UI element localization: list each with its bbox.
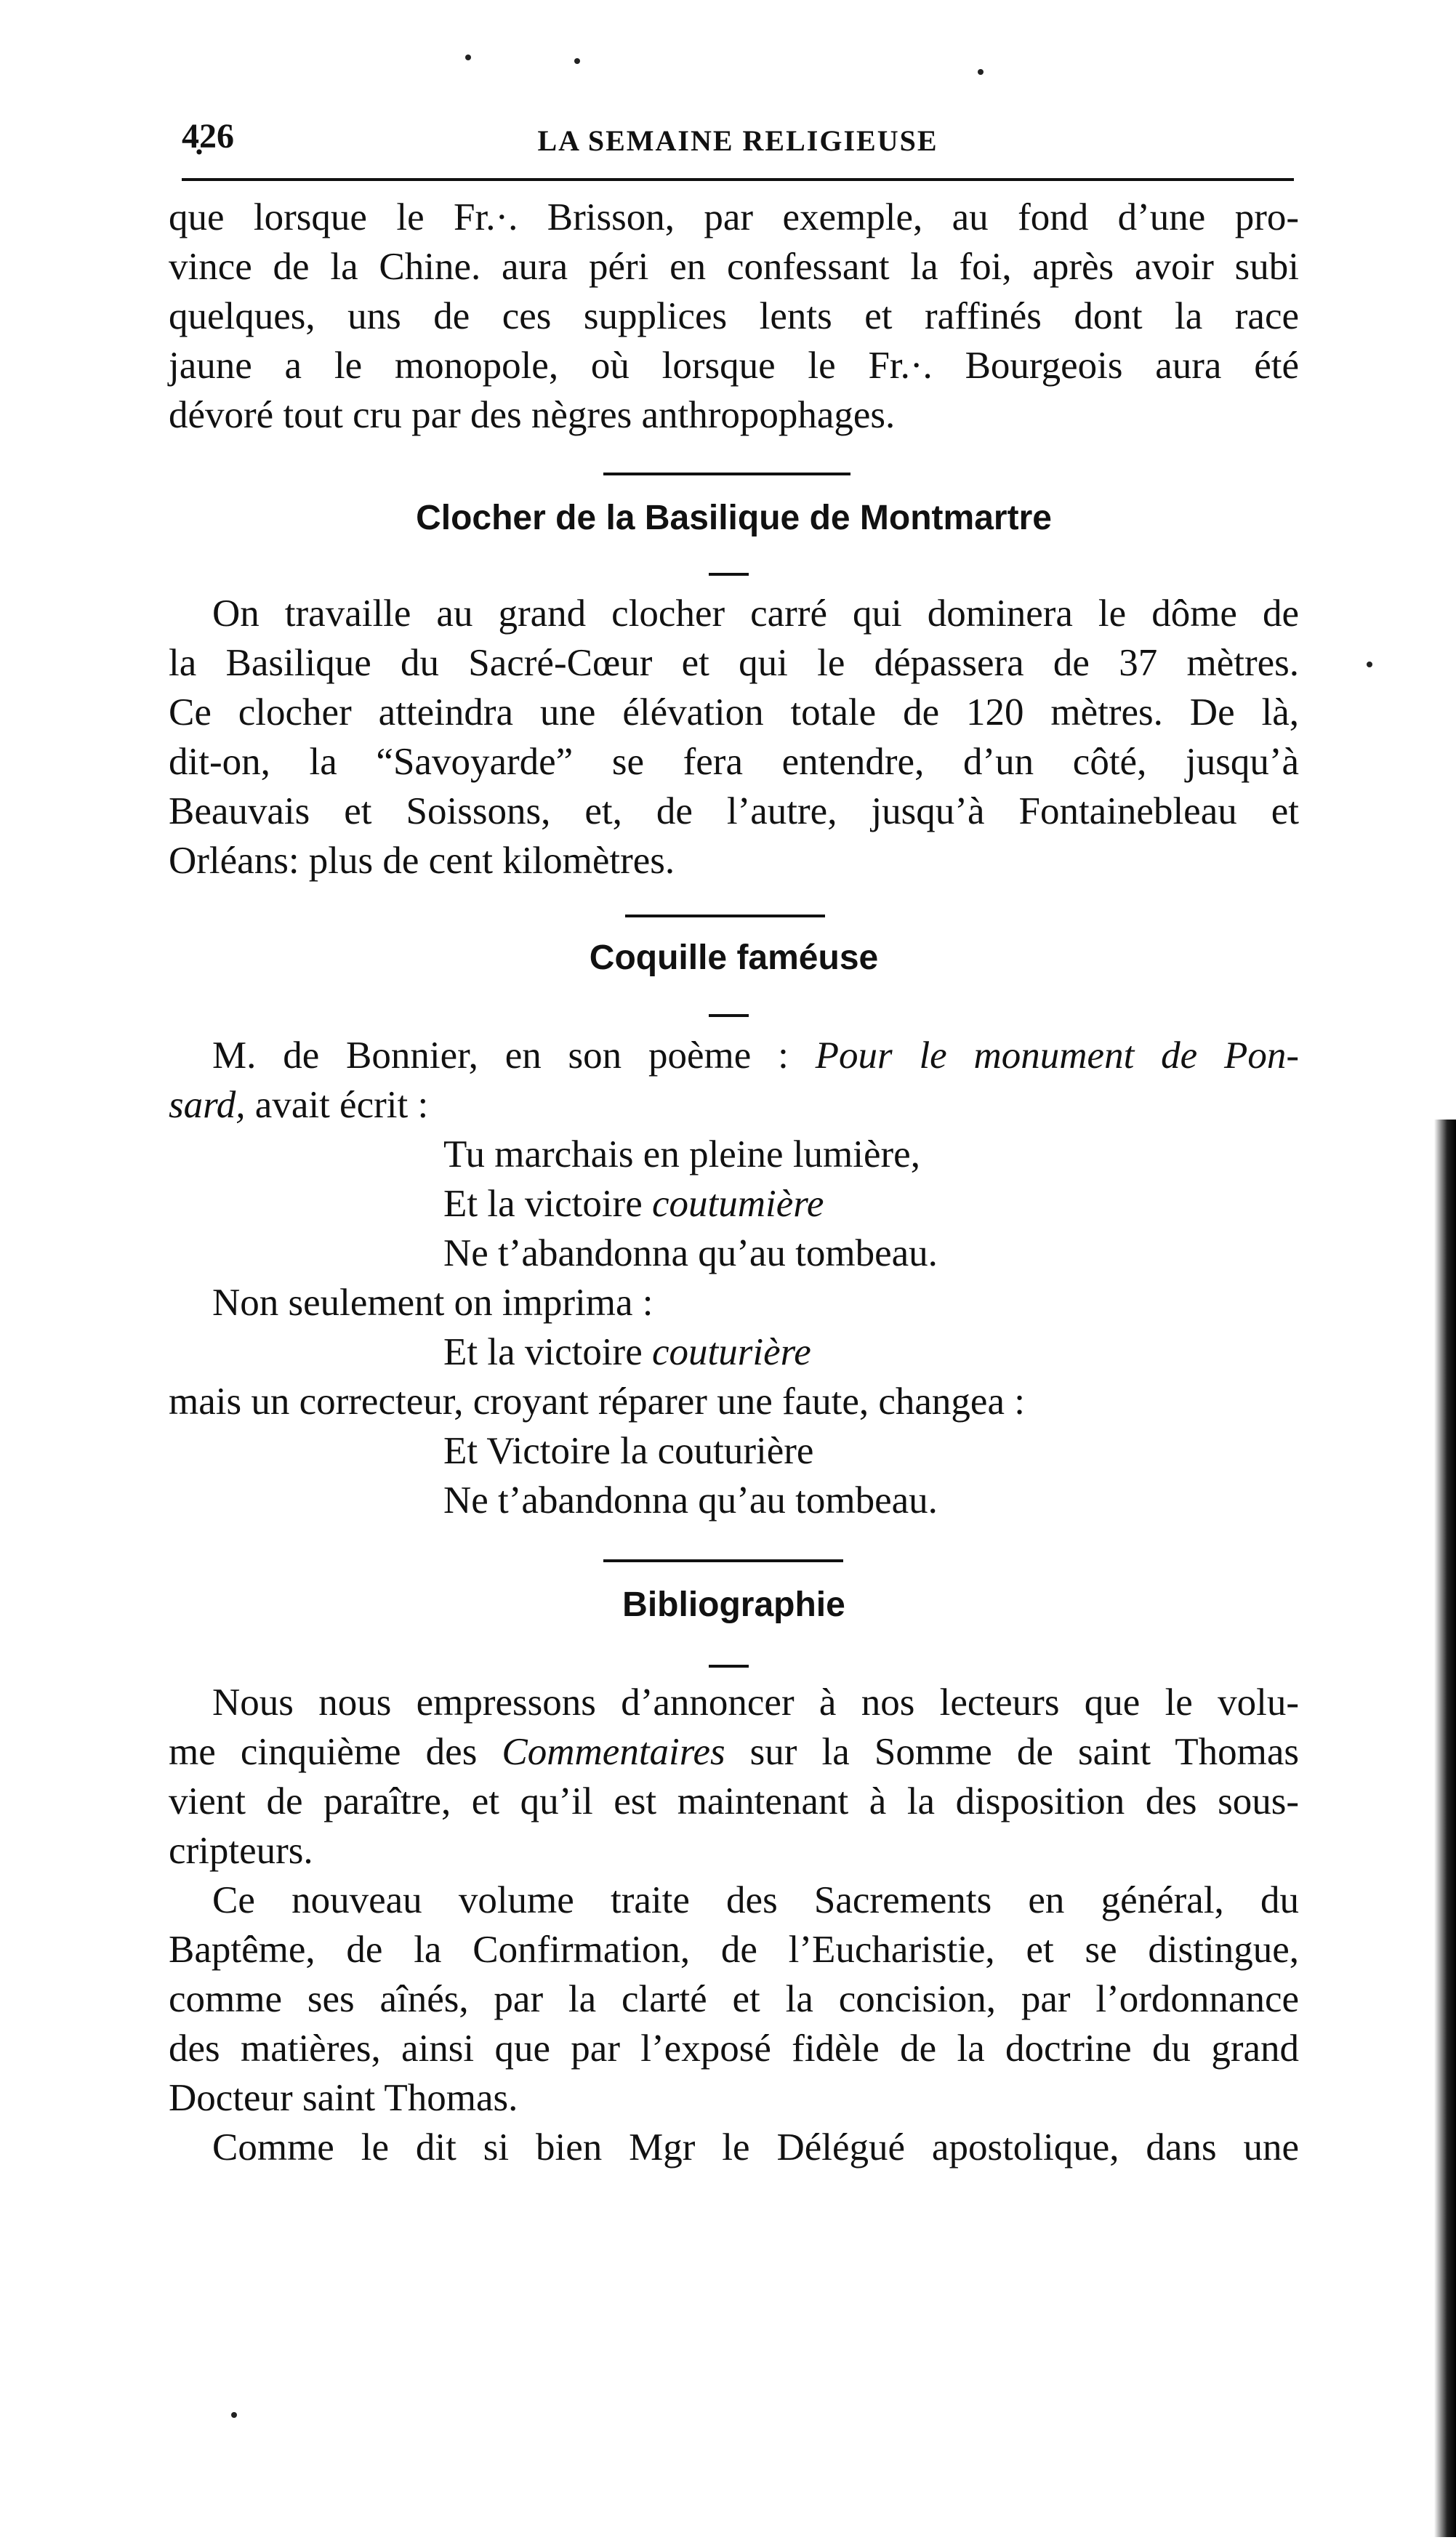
intro-line: jaune a le monopole, où lorsque le Fr.·. Bourgeois aura été — [169, 345, 1299, 387]
verse-line: Ne t’abandonna qu’au tombeau. — [443, 1479, 938, 1522]
verse-line: Tu marchais en pleine lumière, — [443, 1133, 920, 1175]
scan-speck — [1367, 662, 1372, 667]
page-number: 4̣26 — [182, 117, 234, 156]
section3-line: Nous nous empressons d’annoncer à nos lecteurs que le volu- — [212, 1681, 1299, 1724]
section3-line: des matières, ainsi que par l’exposé fidèle de la doctrine du grand — [169, 2027, 1299, 2070]
intro-line: quelques, uns de ces supplices lents et raffinés dont la race — [169, 295, 1299, 337]
verse-line: Et la victoire coutumière — [443, 1183, 824, 1225]
scan-speck — [465, 55, 471, 60]
intro-line: dévoré tout cru par des nègres anthropophages. — [169, 394, 896, 436]
section1-line: Ce clocher atteindra une élévation totale de 120 mètres. De là, — [169, 691, 1299, 734]
section3-line: me cinquième des Commentaires sur la Somme de saint Thomas — [169, 1731, 1299, 1773]
section2-intro-line: sard, avait écrit : — [169, 1084, 429, 1126]
section-separator-rule — [603, 473, 850, 475]
section3-line: Comme le dit si bien Mgr le Délégué apostolique, dans une — [212, 2126, 1299, 2169]
heading-dash — [709, 1014, 749, 1017]
scan-edge-shadow — [1434, 1120, 1456, 2537]
verse-line: Et Victoire la couturière — [443, 1430, 814, 1472]
section-heading-bibliographie: Bibliographie — [622, 1586, 845, 1624]
section-heading-clocher: Clocher de la Basilique de Montmartre — [416, 499, 1052, 537]
verse-line: Ne t’abandonna qu’au tombeau. — [443, 1232, 938, 1274]
header-rule — [182, 178, 1294, 181]
verse-line: Et la victoire couturière — [443, 1331, 811, 1373]
section-separator-rule — [625, 915, 825, 917]
section3-line: vient de paraître, et qu’il est maintenant à la disposition des sous- — [169, 1780, 1299, 1822]
running-head: LA SEMAINE RELIGIEUSE — [537, 124, 938, 157]
section1-line: Orléans: plus de cent kilomètres. — [169, 840, 675, 882]
heading-dash — [709, 1665, 749, 1668]
scan-speck — [574, 58, 580, 64]
section2-intro-line: M. de Bonnier, en son poème : Pour le monument de Pon- — [212, 1034, 1299, 1077]
section1-line: Beauvais et Soissons, et, de l’autre, jusqu’à Fontainebleau et — [169, 790, 1299, 832]
section3-line: cripteurs. — [169, 1830, 313, 1872]
section1-line: dit-on, la “Savoyarde” se fera entendre, d’un côté, jusqu’à — [169, 741, 1299, 783]
section1-line: la Basilique du Sacré-Cœur et qui le dépassera de 37 mètres. — [169, 642, 1299, 684]
section3-line: Docteur saint Thomas. — [169, 2077, 518, 2119]
section1-line: On travaille au grand clocher carré qui dominera le dôme de — [212, 592, 1299, 635]
section3-line: comme ses aînés, par la clarté et la concision, par l’ordonnance — [169, 1978, 1299, 2020]
section3-line: Baptême, de la Confirmation, de l’Eucharistie, et se distingue, — [169, 1929, 1299, 1971]
section2-text-line: Non seulement on imprima : — [212, 1282, 653, 1324]
heading-dash — [709, 573, 749, 576]
scan-speck — [978, 69, 984, 75]
section-heading-coquille: Coquille faméuse — [589, 939, 879, 977]
intro-line: que lorsque le Fr.·. Brisson, par exemple, au fond d’une pro- — [169, 196, 1299, 238]
section2-text-line: mais un correcteur, croyant réparer une faute, changea : — [169, 1380, 1025, 1423]
intro-line: vince de la Chine. aura péri en confessant la foi, après avoir subi — [169, 246, 1299, 288]
scan-speck — [231, 2412, 237, 2418]
section3-line: Ce nouveau volume traite des Sacrements en général, du — [212, 1879, 1299, 1921]
page-header — [182, 116, 1294, 167]
section-separator-rule — [603, 1559, 843, 1562]
